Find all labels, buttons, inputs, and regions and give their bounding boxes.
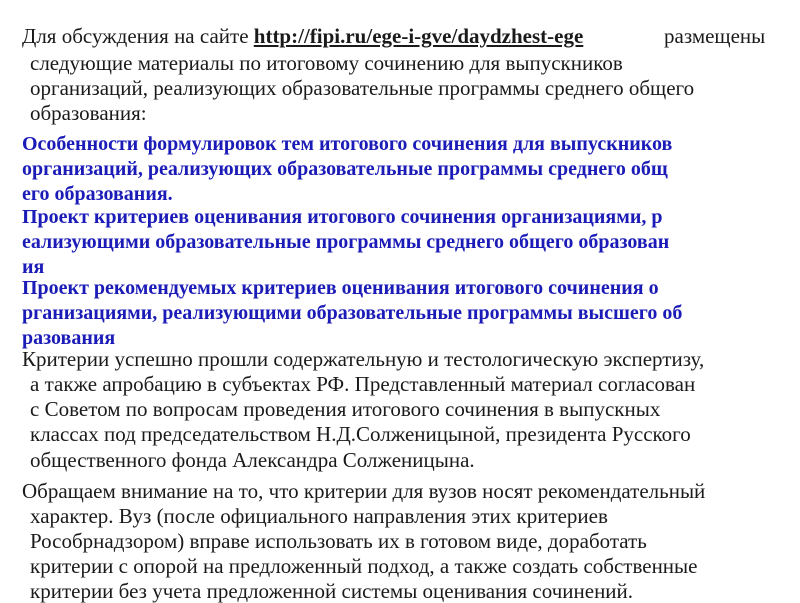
link-3-line-2[interactable]: рганизациями, реализующими образовательные программы высшего об [22,302,683,324]
p1-line-4: классах под председательством Н.Д.Солженицыной, президента Русского [30,422,691,446]
intro-suffix: размещены [664,24,766,48]
intro-line-1 [22,24,583,48]
link-2-line-1[interactable]: Проект критериев оценивания итогового сочинения организациями, р [22,206,663,228]
intro-prefix: Для обсуждения на сайте [22,24,254,48]
link-1-line-1[interactable]: Особенности формулировок тем итогового сочинения для выпускников [22,133,673,155]
link-1-line-2[interactable]: организаций, реализующих образовательные программы среднего общ [22,158,668,180]
p2-line-3: Рособрнадзором) вправе использовать их в готовом виде, доработать [30,529,647,553]
intro-line-2: следующие материалы по итоговому сочинению для выпускников [30,51,623,75]
p2-line-2: характер. Вуз (после официального направления этих критериев [30,504,608,528]
link-2-line-3[interactable]: ия [22,256,45,278]
p2-line-4: критерии с опорой на предложенный подход, а также создать собственные [30,554,698,578]
link-2-line-2[interactable]: еализующими образовательные программы среднего общего образован [22,231,670,253]
p1-line-1: Критерии успешно прошли содержательную и тестологическую экспертизу, [22,347,705,371]
p2-line-1: Обращаем внимание на то, что критерии для вузов носят рекомендательный [22,479,706,503]
p2-line-5: критерии без учета предложенной системы оценивания сочинений. [30,579,634,603]
intro-line-3: организаций, реализующих образовательные программы среднего общего [30,76,695,100]
p1-line-5: общественного фонда Александра Солженицына. [30,448,475,472]
link-3-line-3[interactable]: разования [22,327,116,349]
fipi-url-link[interactable]: http://fipi.ru/ege-i-gve/daydzhest-ege [253,24,584,48]
intro-line-4: образования: [30,101,147,125]
link-3-line-1[interactable]: Проект рекомендуемых критериев оценивания итогового сочинения о [22,277,659,299]
link-1-line-3[interactable]: его образования. [22,183,173,205]
p1-line-3: с Советом по вопросам проведения итогового сочинения в выпускных [30,397,661,421]
p1-line-2: а также апробацию в субъектах РФ. Представленный материал согласован [30,372,696,396]
